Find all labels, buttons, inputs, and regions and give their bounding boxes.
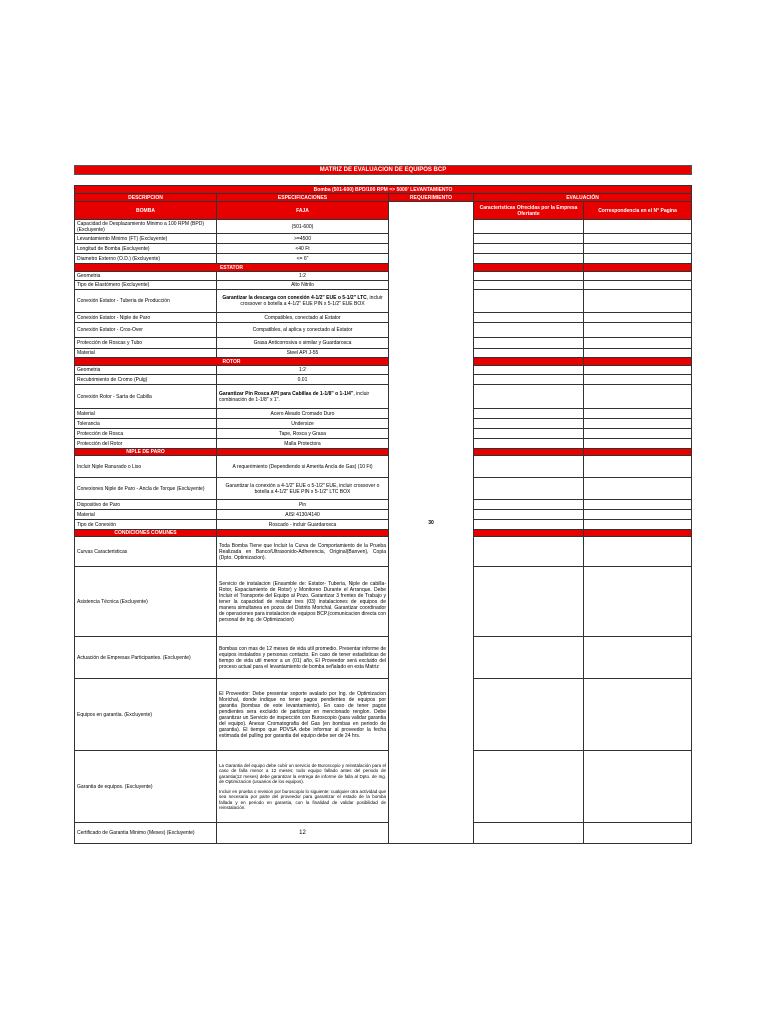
spec-paragraph: La Garantia del equipo debe cubir un servicio de Buroscopio y reinstalación para el caso de falla menor a 12 meses; todo equipo fallado antes del periodo de garantia(12 meses) debe garantizar la entrega de informe de falla al Dpto. de Ing. de Optimizacion (usuarios de los equipos). (219, 762, 386, 784)
row-description: Certificado de Garantia Minimo (Meses) (Excluyente) (75, 823, 217, 844)
row-specification (217, 290, 389, 313)
header-especificaciones: ESPECIFICACIONES (217, 194, 389, 202)
offered-cell[interactable] (474, 244, 584, 254)
row-specification: Roscado - incluir Guardarosca (217, 520, 389, 530)
page-cell[interactable] (584, 439, 692, 449)
page-cell[interactable] (584, 520, 692, 530)
offered-cell[interactable] (474, 456, 584, 478)
row-specification: Grasa Anticorrosiva o similar y Guardarosca (217, 338, 389, 349)
row-description: Recubrimiento de Cromo (Pulg) (75, 375, 217, 385)
page-cell[interactable] (584, 323, 692, 338)
evaluation-matrix-table (74, 185, 692, 844)
table-row (75, 375, 692, 385)
table-row (75, 439, 692, 449)
table-row (75, 272, 692, 281)
row-specification: El Proveedor: Debe presentar soporte avalado por Ing. de Optimizacion Morichal, donde indique no tener pagos pendientes de equipos por garantia (bombas de este levantamiento). En caso de tener pagos pendientes sera excluido de participar en mencionado renglon. Debe garantizar un Servicio de inspección con Buroscopio (para validar garantia del equipo). Anexar Cromatografia del Gas (en bombas en periodo de garantia). El tiempo que PDVSA debe informar al proveedor la fecha estimada del pulling por garantia del equipo debe ser de 24 hrs. (217, 679, 389, 751)
row-description: Equipos en garantia. (Excluyente) (75, 679, 217, 751)
section-fill (474, 530, 584, 537)
row-description: Conexiones Niple de Paro - Ancla de Torque (Excluyente) (75, 478, 217, 500)
offered-cell[interactable] (474, 419, 584, 429)
offered-cell[interactable] (474, 439, 584, 449)
banner: Bomba (501-600) BPD/100 RPM => 5000' LEVANTAMIENTO (75, 186, 692, 194)
offered-cell[interactable] (474, 375, 584, 385)
row-specification (217, 385, 389, 409)
table-row (75, 220, 692, 234)
row-description: Actuación de Empresas Participantes. (Excluyente) (75, 637, 217, 679)
table-row (75, 478, 692, 500)
row-specification: <= 6" (217, 254, 389, 264)
offered-cell[interactable] (474, 254, 584, 264)
page-cell[interactable] (584, 244, 692, 254)
offered-cell[interactable] (474, 510, 584, 520)
page-cell[interactable] (584, 385, 692, 409)
page-cell[interactable] (584, 419, 692, 429)
row-description: Material (75, 349, 217, 358)
table-row (75, 679, 692, 751)
page-cell[interactable] (584, 366, 692, 375)
row-specification: Alto Nitrilo (217, 281, 389, 290)
page-cell[interactable] (584, 409, 692, 419)
page-cell[interactable] (584, 679, 692, 751)
table-row (75, 234, 692, 244)
row-description: Tipo de Conexión (75, 520, 217, 530)
header-descripcion: DESCRIPCION (75, 194, 217, 202)
table-row (75, 537, 692, 567)
section-fill (584, 449, 692, 456)
table-row (75, 385, 692, 409)
page-cell[interactable] (584, 290, 692, 313)
row-description: Protección de Roscas y Tubo (75, 338, 217, 349)
row-description: Curvas Caracteristicas (75, 537, 217, 567)
row-specification: A requerimiento (Dependiendo si Amerita Ancla de Gas) (10 Ft) (217, 456, 389, 478)
page-cell[interactable] (584, 313, 692, 323)
offered-cell[interactable] (474, 567, 584, 637)
row-specification: Compatibles, conectado al Estator (217, 313, 389, 323)
header-requerimiento: REQUERIMIENTO (389, 194, 474, 202)
offered-cell[interactable] (474, 679, 584, 751)
row-description: Levantamiento Minimo (FT) (Excluyente) (75, 234, 217, 244)
page-cell[interactable] (584, 281, 692, 290)
page-cell[interactable] (584, 429, 692, 439)
page-cell[interactable] (584, 500, 692, 510)
row-specification (217, 751, 389, 823)
section-niple-de-paro: NIPLE DE PARO (75, 449, 217, 456)
offered-cell[interactable] (474, 220, 584, 234)
table-row (75, 338, 692, 349)
row-description: Geometria (75, 272, 217, 281)
row-specification: <40 Ft (217, 244, 389, 254)
page-cell[interactable] (584, 478, 692, 500)
table-row (75, 823, 692, 844)
spec-text: , incluir crossover o botella a 4-1/2" EUE PIN x 5-1/2" EUE BOX (240, 295, 383, 307)
table-row (75, 313, 692, 323)
page-cell[interactable] (584, 537, 692, 567)
page-cell[interactable] (584, 823, 692, 844)
row-description: Incluir Niple Ranurado o Liso (75, 456, 217, 478)
section-fill (584, 358, 692, 366)
row-description: Diametro Externo (O.D.) (Excluyente) (75, 254, 217, 264)
section-fill (584, 530, 692, 537)
table-row (75, 510, 692, 520)
section-estator: ESTATOR (75, 264, 389, 272)
spec-text: , incluir combinación de 1-1/8" x 1". (219, 390, 370, 403)
row-specification: (501-600) (217, 220, 389, 234)
table-row (75, 751, 692, 823)
requerimiento-value: 30 (389, 202, 474, 844)
page-cell[interactable] (584, 220, 692, 234)
offered-cell[interactable] (474, 349, 584, 358)
section-fill (474, 264, 584, 272)
page-cell[interactable] (584, 234, 692, 244)
row-specification: Undersize (217, 419, 389, 429)
row-specification: 1:2 (217, 366, 389, 375)
table-row (75, 366, 692, 375)
table-row (75, 281, 692, 290)
row-specification: Pin (217, 500, 389, 510)
table-row (75, 567, 692, 637)
row-description: Protección del Rotor (75, 439, 217, 449)
table-row (75, 254, 692, 264)
row-description: Dispositivo de Paro (75, 500, 217, 510)
row-description: Conexión Estator - Niple de Paro (75, 313, 217, 323)
row-specification: Compatibles, al aplica y conectado al Estator (217, 323, 389, 338)
row-specification: 1:2 (217, 272, 389, 281)
table-row (75, 419, 692, 429)
page-title: MATRIZ DE EVALUACION DE EQUIPOS BCP (74, 165, 692, 175)
row-description: Conexión Rotor - Sarta de Cabilla (75, 385, 217, 409)
offered-cell[interactable] (474, 478, 584, 500)
offered-cell[interactable] (474, 313, 584, 323)
offered-cell[interactable] (474, 823, 584, 844)
row-specification: Garantizar la conexión a 4-1/2" EUE o 5-1/2" EUE, incluir crossover o botella a 4-1/2" EUE PIN x 5-1/2" LTC BOX (217, 478, 389, 500)
table-row (75, 323, 692, 338)
table-row (75, 244, 692, 254)
header-caracteristicas: Caracteristicas Ofrecidas por la Empresa Ofertante (474, 202, 584, 220)
page-cell[interactable] (584, 338, 692, 349)
offered-cell[interactable] (474, 429, 584, 439)
row-description: Longitud de Bomba (Excluyente) (75, 244, 217, 254)
offered-cell[interactable] (474, 234, 584, 244)
row-description: Conexión Estator - Tuberia de Producción (75, 290, 217, 313)
offered-cell[interactable] (474, 385, 584, 409)
table-row (75, 456, 692, 478)
row-description: Geometria (75, 366, 217, 375)
header-correspondencia: Correspondencia en el N° Pagina (584, 202, 692, 220)
row-description: Tolerancia (75, 419, 217, 429)
section-fill (584, 264, 692, 272)
row-description: Garantia de equipos. (Excluyente) (75, 751, 217, 823)
row-specification: Servicio de instalacion (Ensamble de: Estator- Tuberia, Niple de cabilla-Rotor, Espaciamiento de Rotor) y Monitoreo Durante el Arranque. Debe Incluir el Transporte del Equipo al Pozo. Garantizar 3 frentes de Trabajo y tener la capacidad de realizar tres (03) instalaciones de equipos de manera simultanea en pozos del Distrito Morichal. Garantizar coordinador de operaciones para instalacion de equipos BCP.(comunicacion directa con personal de Ing. de Optimizacion) (217, 567, 389, 637)
row-specification: Acero Aleado Cromado Duro (217, 409, 389, 419)
row-specification: Malla Protectora (217, 439, 389, 449)
row-specification: >=4500 (217, 234, 389, 244)
offered-cell[interactable] (474, 520, 584, 530)
table-row (75, 290, 692, 313)
section-fill (474, 358, 584, 366)
table-row (75, 349, 692, 358)
row-description: Protección de Rosca (75, 429, 217, 439)
spec-paragraph: Incluir en prueba o revision por buroscopio lo siguiente: cualquier otra actividad que sea necesaria por parte del proveedor para garantizar el estado de la bomba fallada y en periodo en garantia, con la finalidad de validar posibilidad de reinstalación. (219, 788, 386, 810)
page-cell[interactable] (584, 272, 692, 281)
table-row (75, 429, 692, 439)
page-cell[interactable] (584, 510, 692, 520)
offered-cell[interactable] (474, 272, 584, 281)
row-specification: 0.01 (217, 375, 389, 385)
header-faja: FAJA (217, 202, 389, 220)
row-description: Conexión Estator - Cros-Over (75, 323, 217, 338)
page-cell[interactable] (584, 456, 692, 478)
section-fill (217, 530, 389, 537)
row-specification: Toda Bomba Tiene que Incluir la Curva de Comportamiento de la Prueba Realizada en Banco/Ultrasonido-Adherencia, Original(Banven), Copia (Dpto. Optimizacion). (217, 537, 389, 567)
offered-cell[interactable] (474, 323, 584, 338)
offered-cell[interactable] (474, 500, 584, 510)
section-fill (474, 449, 584, 456)
row-specification: Bombas con mas de 12 meses de vida util promedio. Presentar informe de equipos instalados y personas contacto. En caso de tener estadisticas de tiempo de vida util menor a un (01) año, El Proveedor será excluido del proceso actual para el levantamiento de bomba señalado en esta Matriz (217, 637, 389, 679)
section-condiciones-comunes: CONDICIONES COMUNES (75, 530, 217, 537)
page-cell[interactable] (584, 637, 692, 679)
page-cell[interactable] (584, 567, 692, 637)
row-specification: Tape, Rosca y Grasa (217, 429, 389, 439)
offered-cell[interactable] (474, 409, 584, 419)
offered-cell[interactable] (474, 366, 584, 375)
offered-cell[interactable] (474, 751, 584, 823)
spec-bold-text: Garantizar Pin Rosca API para Cabillas de 1-1/8" o 1-1/4" (219, 390, 354, 397)
page-cell[interactable] (584, 254, 692, 264)
row-description: Asistencia Técnica (Excluyente) (75, 567, 217, 637)
table-row (75, 500, 692, 510)
row-specification: 12 (217, 823, 389, 844)
offered-cell[interactable] (474, 537, 584, 567)
row-specification: AISI 4130/4140 (217, 510, 389, 520)
section-fill (217, 449, 389, 456)
table-row (75, 520, 692, 530)
page-cell[interactable] (584, 349, 692, 358)
header-evaluacion: EVALUACIÓN (474, 194, 692, 202)
table-row (75, 637, 692, 679)
offered-cell[interactable] (474, 338, 584, 349)
section-rotor: ROTOR (75, 358, 389, 366)
offered-cell[interactable] (474, 637, 584, 679)
offered-cell[interactable] (474, 281, 584, 290)
spec-bold-text: Garantizar la descarga con conexión 4-1/2" EUE o 5-1/2" LTC (222, 295, 367, 301)
row-description: Material (75, 510, 217, 520)
header-bomba: BOMBA (75, 202, 217, 220)
row-description: Capacidad de Desplazamiento Minimo a 100 RPM (BPD) (Excluyente) (75, 220, 217, 234)
table-row (75, 409, 692, 419)
row-description: Tipo de Elastómero (Excluyente) (75, 281, 217, 290)
row-specification: Steel API J-55 (217, 349, 389, 358)
row-description: Material (75, 409, 217, 419)
page-cell[interactable] (584, 375, 692, 385)
page-cell[interactable] (584, 751, 692, 823)
offered-cell[interactable] (474, 290, 584, 313)
